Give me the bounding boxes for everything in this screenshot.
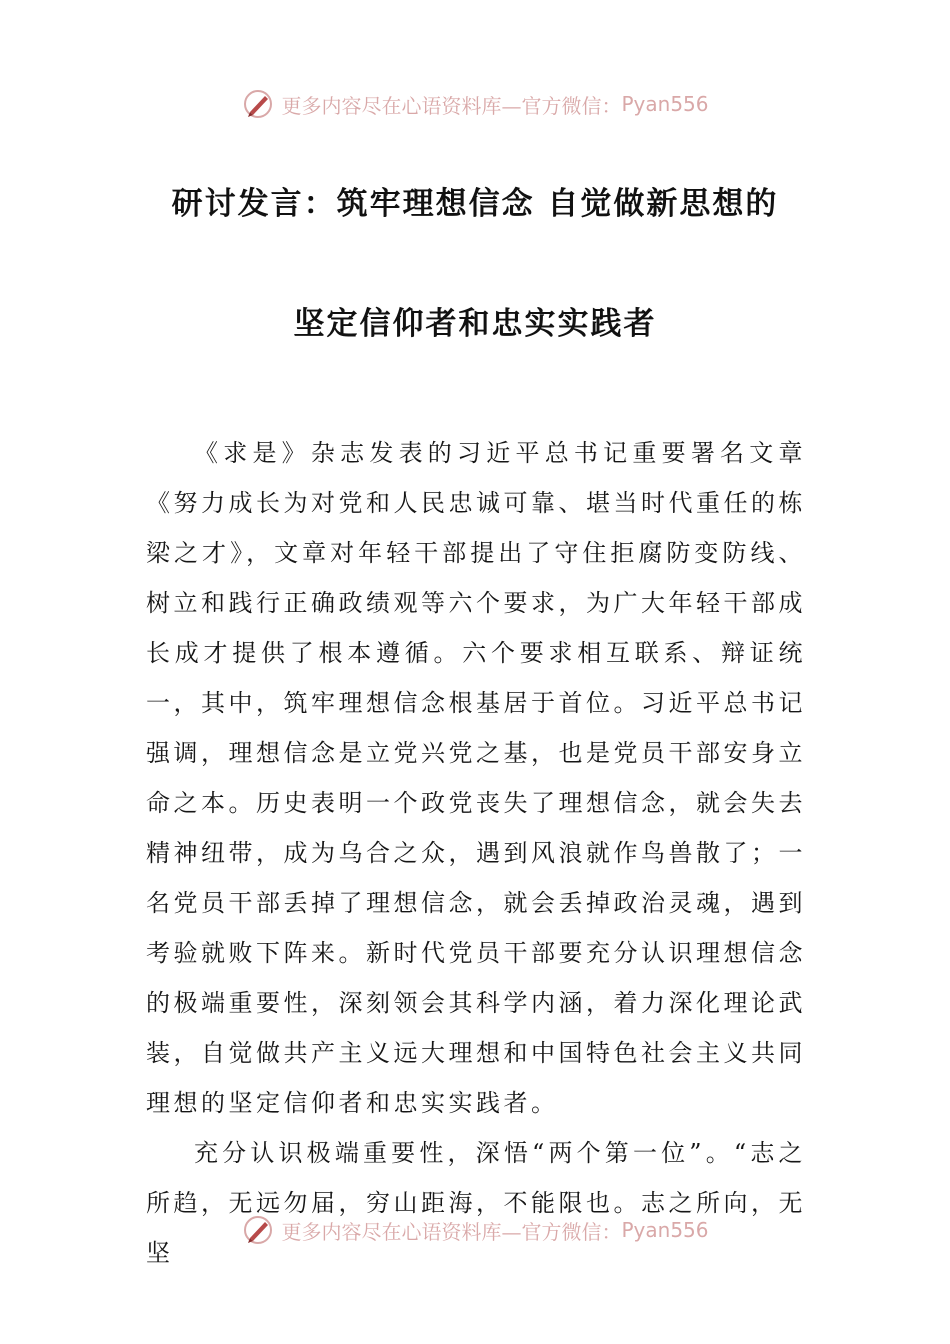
body-paragraph-1: 《求是》杂志发表的习近平总书记重要署名文章《努力成长为对党和人民忠诚可靠、堪当时代重任的栋梁之才》，文章对年轻干部提出了守住拒腐防变防线、树立和践行正确政绩观等六个要求，为广大年轻干部成长成才提供了根本遵循。六个要求相互联系、辩证统一，其中，筑牢理想信念根基居于首位。习近平总书记强调，理想信念是立党兴党之基，也是党员干部安身立命之本。历史表明一个政党丧失了理想信念，就会失去精神纽带，成为乌合之众，遇到风浪就作鸟兽散了；一名党员干部丢掉了理想信念，就会丢掉政治灵魂，遇到考验就败下阵来。新时代党员干部要充分认识理想信念的极端重要性，深刻领会其科学内涵，着力深化理论武装，自觉做共产主义远大理想和中国特色社会主义共同理想的坚定信仰者和忠实实践者。 [146,439,806,1117]
document-title-line-1: 研讨发言：筑牢理想信念 自觉做新思想的 [171,186,779,222]
watermark-handle: Pyan556 [621,92,709,116]
header-watermark [0,82,950,126]
body-paragraph-2: 充分认识极端重要性，深悟“两个第一位”。“志之所趋，无远勿届，穷山距海，不能限也。志之所向，无坚 [146,1139,806,1267]
watermark-text: 更多内容尽在心语资料库—官方微信： [281,1219,622,1244]
pen-logo-icon [241,87,275,121]
watermark-handle: Pyan556 [621,1218,709,1242]
document-title-line-2: 坚定信仰者和忠实实践者 [293,306,657,342]
document-body [146,428,806,1278]
watermark-text: 更多内容尽在心语资料库—官方微信： [281,93,622,118]
footer-watermark [0,1208,950,1252]
pen-logo-icon [241,1213,275,1247]
